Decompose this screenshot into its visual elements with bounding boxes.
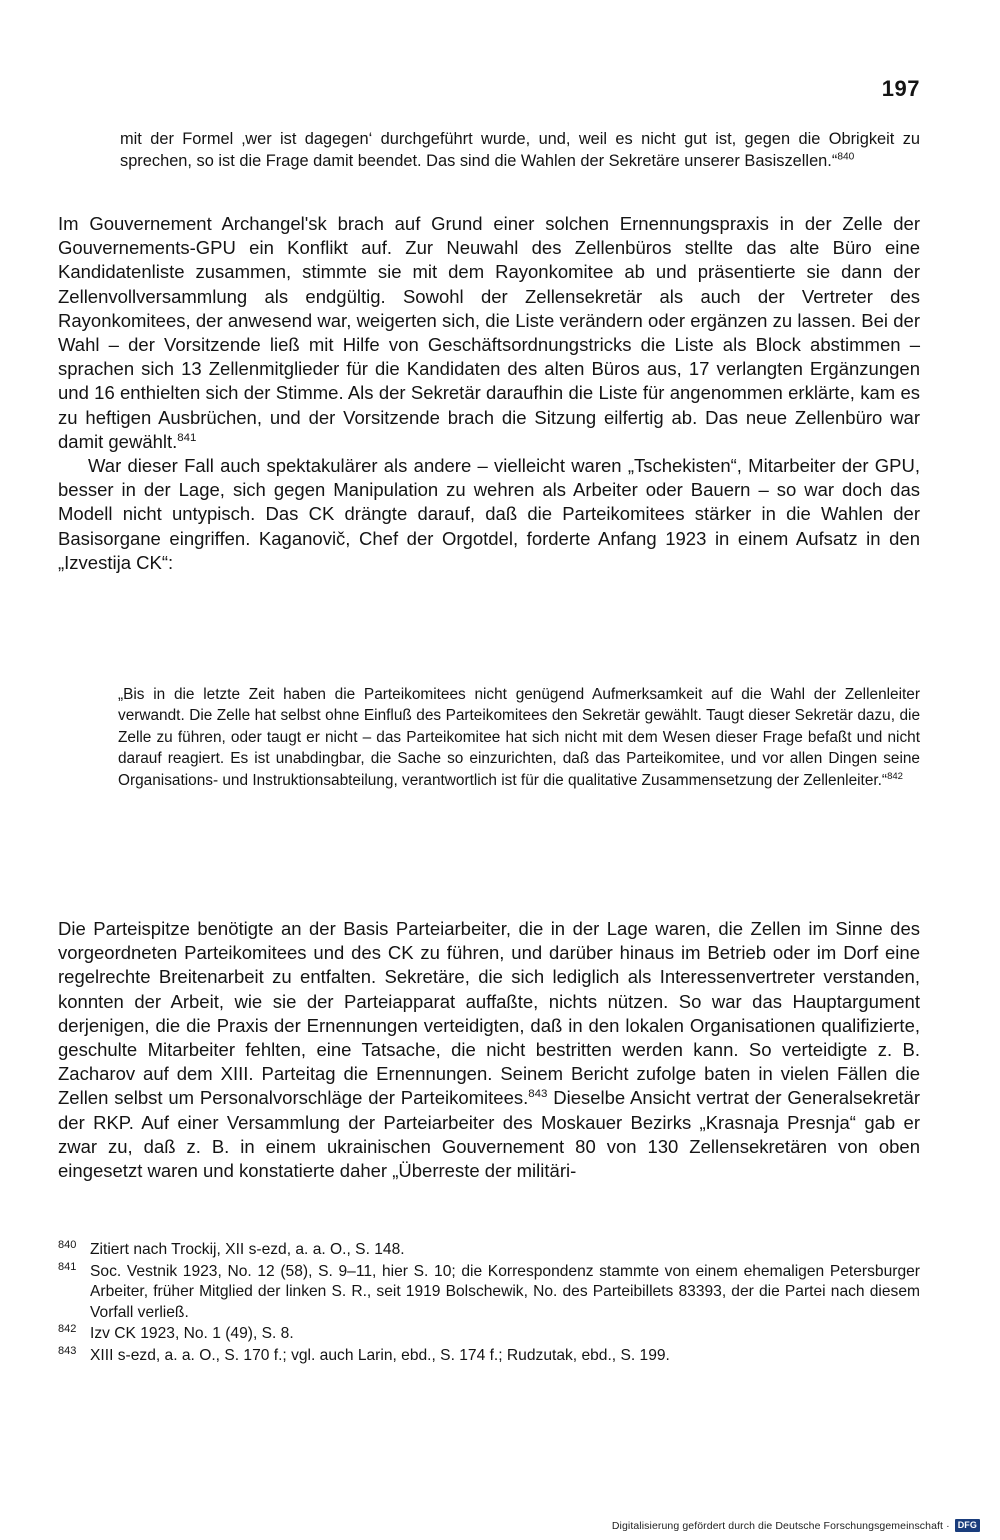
- paragraph-text: War dieser Fall auch spektakulärer als andere – vielleicht waren „Tschekisten“, Mitarbeiter der GPU, besser in der Lage, sich gegen Manipulation zu wehren als Arbeiter oder Bauern – so war doch das Modell nicht untypisch. Das CK drängte darauf, daß die Parteikomitees stärker in die Wahlen der Basisorgane eingriffen. Kaganovič, Chef der Orgotdel, forderte Anfang 1923 in einem Aufsatz in den „Izvestija CK“:: [58, 455, 920, 573]
- footnote: [58, 1324, 920, 1345]
- paragraph-text: Dieselbe Ansicht vertrat der Generalsekretär der RKP. Auf einer Versammlung der Parteiarbeiter des Moskauer Bezirks „Krasnaja Presnja“ gab er zwar zu, daß z. B. in einem ukrainischen Gouvernement 80 von 130 Zellensekretären von oben eingesetzt waren und konstatierte daher „Überreste der militäri-: [58, 1087, 920, 1182]
- body-paragraph: [58, 212, 920, 454]
- body-text-upper: [58, 212, 920, 575]
- paragraph-text: Die Parteispitze benötigte an der Basis Parteiarbeiter, die in der Lage waren, die Zellen im Sinne des vorgeordneten Parteikomitees und des CK zu führen, und darüber hinaus im Betrieb oder im Dorf eine regelrechte Breitenarbeit zu entfalten. Sekretäre, die sich lediglich als Interessenvertreter verstanden, konnten der Arbeit, wie sie der Parteiapparat auffaßte, nichts nützen. So war das Hauptargument derjenigen, die die Praxis der Ernennungen verteidigten, daß in den lokalen Organisationen qualifizierte, geschulte Mitarbeiter fehlten, eine Tatsache, die nicht bestritten werden kann. So verteidigte z. B. Zacharov auf dem XIII. Parteitag die Ernennungen. Seinem Bericht zufolge baten in vielen Fällen die Zellen selbst um Personalvorschläge der Parteikomitees.: [58, 918, 920, 1109]
- footnote-number: 842: [58, 1323, 77, 1335]
- footnote-ref[interactable]: 840: [837, 151, 855, 163]
- digitization-footer: [612, 1519, 980, 1532]
- footer-text: Digitalisierung gefördert durch die Deutsche Forschungsgemeinschaft ·: [611, 1519, 950, 1532]
- footnote-ref[interactable]: 841: [177, 431, 197, 444]
- footnote-number: 840: [58, 1239, 77, 1251]
- footnote-number: 841: [58, 1260, 77, 1273]
- footnote-number: 843: [58, 1344, 77, 1357]
- body-text-lower: [58, 917, 920, 1183]
- block-quote-top: [120, 128, 920, 172]
- footnote: [58, 1262, 920, 1324]
- footnote-ref[interactable]: 843: [528, 1088, 548, 1101]
- quote-text: „Bis in die letzte Zeit haben die Parteikomitees nicht genügend Aufmerksamkeit auf die Wahl der Zellenleiter verwandt. Die Zelle hat selbst ohne Einfluß des Parteikomitees den Sekretär gewählt. Taugt dieser Sekretär dazu, die Zelle zu führen, oder taugt er nicht – das Parteikomitee hat sich nicht mit dem Wesen dieser Frage befaßt und nicht darauf reagiert. Es ist unabdingbar, die Sache so einzurichten, daß das Parteikomitee, und vor allen Dingen seine Organisations- und Instruktionsabteilung, verantwortlich ist für die qualitative Zusammensetzung der Zellenleiter.“: [118, 686, 920, 789]
- footnote-text: Izv CK 1923, No. 1 (49), S. 8.: [90, 1325, 294, 1342]
- footnote-ref[interactable]: 842: [887, 770, 903, 782]
- footnote-text: Zitiert nach Trockij, XII s-ezd, a. a. O., S. 148.: [90, 1241, 405, 1258]
- paragraph-text: Im Gouvernement Archangel'sk brach auf Grund einer solchen Ernennungspraxis in der Zelle der Gouvernements-GPU ein Konflikt auf. Zur Neuwahl des Zellenbüros stellte das alte Büro eine Kandidatenliste zusammen, stimmte sie mit dem Rayonkomitee ab und präsentierte sie dann der Zellenvollversammlung als endgültig. Sowohl der Zellensekretär als auch der Vertreter des Rayonkomitees, der anwesend war, weigerten sich, die Liste verändern oder ergänzen zu lassen. Bei der Wahl – der Vorsitzende ließ mit Hilfe von Geschäftsordnungstricks die Liste als Block abstimmen – sprachen sich 13 Zellenmitglieder für die Kandidaten des alten Büros aus, 17 verlangten Ergänzungen und 16 enthielten sich der Stimme. Als der Sekretär daraufhin die Liste für angenommen erklärte, kam es zu heftigen Ausbrüchen, und der Vorsitzende brach die Sitzung eilfertig ab. Das neue Zellenbüro war damit gewählt.: [58, 213, 920, 452]
- footnotes-section: [58, 1240, 920, 1367]
- body-paragraph: [58, 454, 920, 575]
- quote-text: mit der Formel ‚wer ist dagegen‘ durchgeführt wurde, und, weil es nicht gut ist, gegen die Obrigkeit zu sprechen, so ist die Frage damit beendet. Das sind die Wahlen der Sekretäre unserer Basiszellen.“: [120, 130, 920, 170]
- footnote-text: XIII s-ezd, a. a. O., S. 170 f.; vgl. auch Larin, ebd., S. 174 f.; Rudzutak, ebd., S. 199.: [90, 1346, 670, 1364]
- footnote-text: Soc. Vestnik 1923, No. 12 (58), S. 9–11, hier S. 10; die Korrespondenz stammte von einem ehemaligen Petersburger Arbeiter, früher Mitglied der linken S. R., seit 1919 Bolschewik, No. des Parteibillets 83393, der die Partei nach diesem Vorfall verließ.: [90, 1262, 920, 1321]
- footnote: [58, 1346, 920, 1367]
- block-quote-middle: [118, 684, 920, 791]
- footnote: [58, 1240, 920, 1261]
- body-paragraph: [58, 917, 920, 1183]
- page-number: 197: [881, 76, 920, 101]
- dfg-logo: DFG: [955, 1519, 980, 1532]
